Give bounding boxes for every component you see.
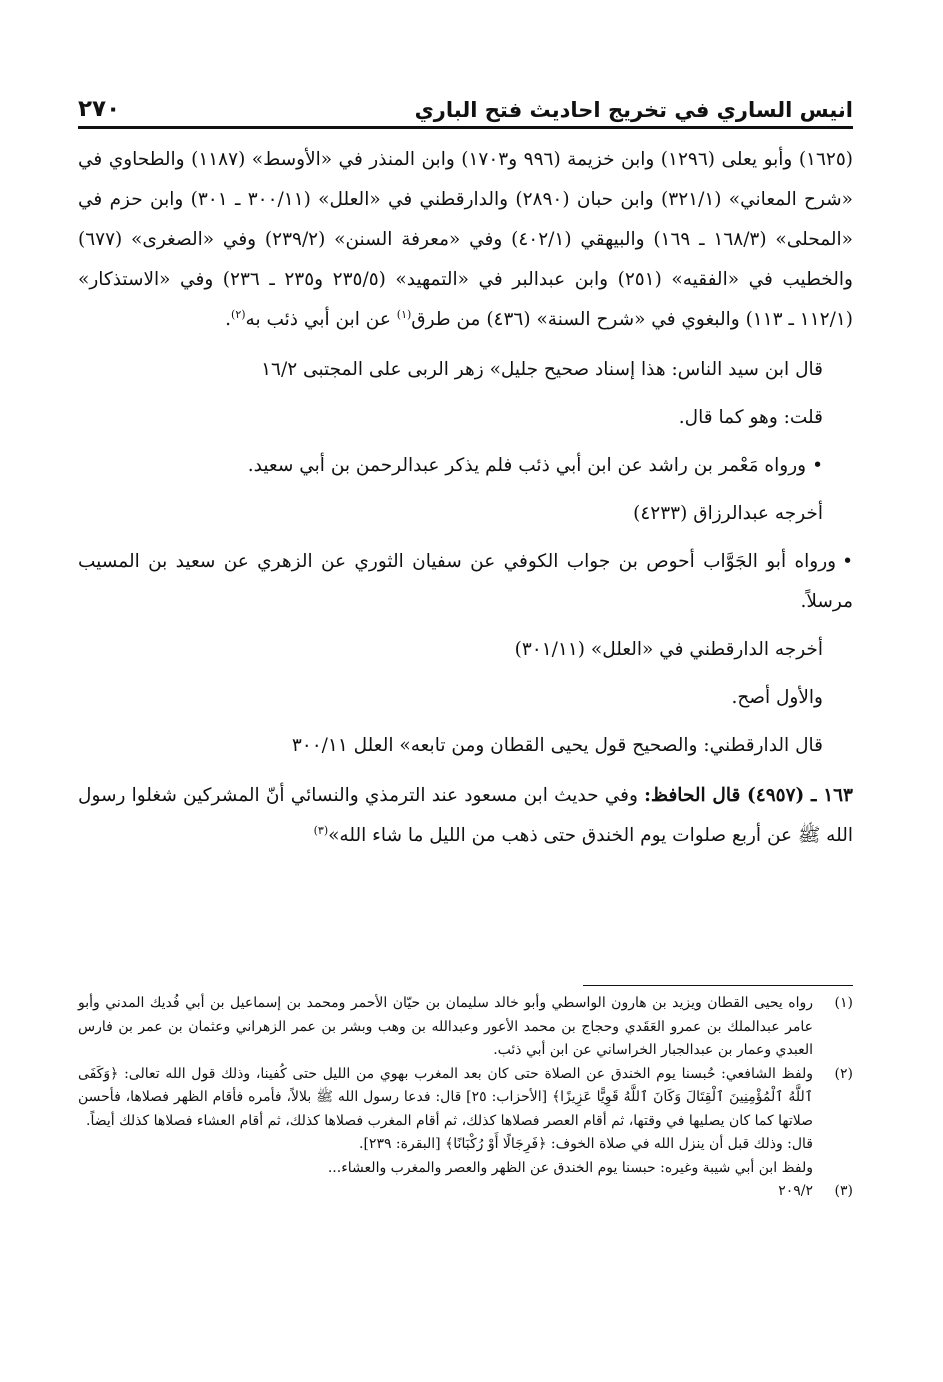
paragraph-ibn-sayyid: قال ابن سيد الناس: هذا إسناد صحيح جليل» زهر الربى على المجتبى ١٦/٢	[261, 359, 823, 380]
footnote-line: رواه يحيى القطان ويزيد بن هارون الواسطي وأبو خالد سليمان بن حيّان الأحمر ومحمد بن إسماعيل بن أبي فُديك المدني وأبو عامر عبدالملك بن عمرو العَقَدي وحجاج بن محمد الأعور وعبدالله بن وهب وبشر بن عمر الزهراني وعثمان بن عمر بن فارس العبدي وعمار بن عبدالجبار الخراساني عن ابن أبي ذئب.	[78, 995, 813, 1058]
footnote-line: ٢٠٩/٢	[778, 1183, 813, 1199]
paragraph-hadith-163	[78, 776, 853, 856]
takhrij-text: (١٦٢٥) وأبو يعلى (١٢٩٦) وابن خزيمة (٩٩٦ و١٧٠٣) وابن المنذر في «الأوسط» (١١٨٧) والطحاوي في «شرح المعاني» (٣٢١/١) وابن حبان (٢٨٩٠) والدارقطني في «العلل» (٣٠٠/١١ ـ ٣٠١) وابن حزم في «المحلى» (١٦٨/٣ ـ ١٦٩) والبيهقي (٤٠٢/١) وفي «معرفة السنن» (٢٣٩/٢) وفي «الصغرى» (٦٧٧) والخطيب في «الفقيه» (٢٥١) وابن عبدالبر في «التمهيد» (٢٣٥/٥ و٢٣٥ ـ ٢٣٦) وفي «الاستذكار» (١١٢/١ ـ ١١٣) والبغوي في «شرح السنة» (٤٣٦) من طرق	[78, 149, 854, 330]
footnote-1	[78, 992, 853, 1063]
paragraph-mamar	[78, 446, 853, 486]
takhrij-text-end: عن ابن أبي ذئب به	[245, 309, 397, 330]
footnote-number: (١)	[834, 995, 853, 1011]
running-title: انيس الساري في تخريج احاديث فتح الباري	[414, 98, 853, 122]
abul-jawwab-text: ورواه أبو الجَوَّاب أحوص بن جواب الكوفي عن سفيان الثوري عن الزهري عن سعيد بن المسيب مرسلاً.	[78, 551, 853, 612]
footnote-2	[78, 1063, 853, 1181]
footnote-number: (٣)	[834, 1183, 853, 1199]
bullet-icon: •	[812, 455, 823, 476]
bullet-icon: •	[842, 551, 853, 572]
paragraph-qultu: قلت: وهو كما قال.	[678, 407, 823, 428]
hadith-number: ١٦٣ ـ (٤٩٥٧) قال الحافظ:	[644, 785, 853, 806]
paragraph-daraqutni-sahih: قال الدارقطني: والصحيح قول يحيى القطان ومن تابعه» العلل ٣٠٠/١١	[291, 735, 823, 756]
footnote-ref-1: (١)	[396, 307, 412, 321]
hadith-text: وفي حديث ابن مسعود عند الترمذي والنسائي أنّ المشركين شغلوا رسول الله ﷺ عن أربع صلوات يوم الخندق حتى ذهب من الليل ما شاء الله»	[78, 785, 853, 846]
paragraph-abul-jawwab	[78, 542, 853, 622]
footnote-number: (٢)	[834, 1065, 853, 1082]
period: .	[225, 309, 232, 330]
mamar-text: ورواه مَعْمر بن راشد عن ابن أبي ذئب فلم يذكر عبدالرحمن بن أبي سعيد.	[247, 455, 807, 476]
footnote-3	[78, 1180, 853, 1204]
footnote-divider	[583, 985, 853, 986]
footnote-line: ولفظ الشافعي: حُبسنا يوم الخندق عن الصلاة حتى كان بعد المغرب بهوي من الليل حتى كُفينا، وذلك قول الله تعالى: ﴿وَكَفَى ٱللَّهُ ٱلْمُؤْمِنِينَ ٱلْقِتَالَ وَكَانَ ٱللَّهُ قَوِيًّا عَزِيزًا﴾ [الأحزاب: ٢٥] قال: فدعا رسول الله ﷺ بلالاً، فأمره فأقام الظهر فصلاها، فأحسن صلاتها كما كان يصليها في وقتها، ثم أقام العصر فصلاها كذلك، ثم أقام المغرب فصلاها كذلك، ثم أقام العشاء فصلاها كذلك أيضاً.	[78, 1065, 813, 1129]
paragraph-abdurrazzaq: أخرجه عبدالرزاق (٤٢٣٣)	[633, 503, 823, 524]
paragraph-awwal-asah: والأول أصح.	[731, 687, 823, 708]
footnote-ref-3: (٣)	[313, 823, 329, 837]
footnote-line: قال: وذلك قبل أن ينزل الله في صلاة الخوف: ﴿فَرِجَالًا أَوْ رُكْبَانًا﴾ [البقرة: ٢٣٩].	[359, 1136, 813, 1152]
paragraph-takhrij	[78, 140, 853, 340]
page-header	[78, 80, 853, 129]
page-number: ٢٧٠	[78, 96, 121, 122]
footnotes	[78, 992, 853, 1204]
footnote-ref-2: (٢)	[231, 307, 246, 321]
main-text	[78, 140, 853, 856]
paragraph-daraqutni-ilal: أخرجه الدارقطني في «العلل» (٣٠١/١١)	[514, 639, 823, 660]
footnote-line: ولفظ ابن أبي شيبة وغيره: حبسنا يوم الخندق عن الظهر والعصر والمغرب والعشاء...	[327, 1159, 813, 1176]
